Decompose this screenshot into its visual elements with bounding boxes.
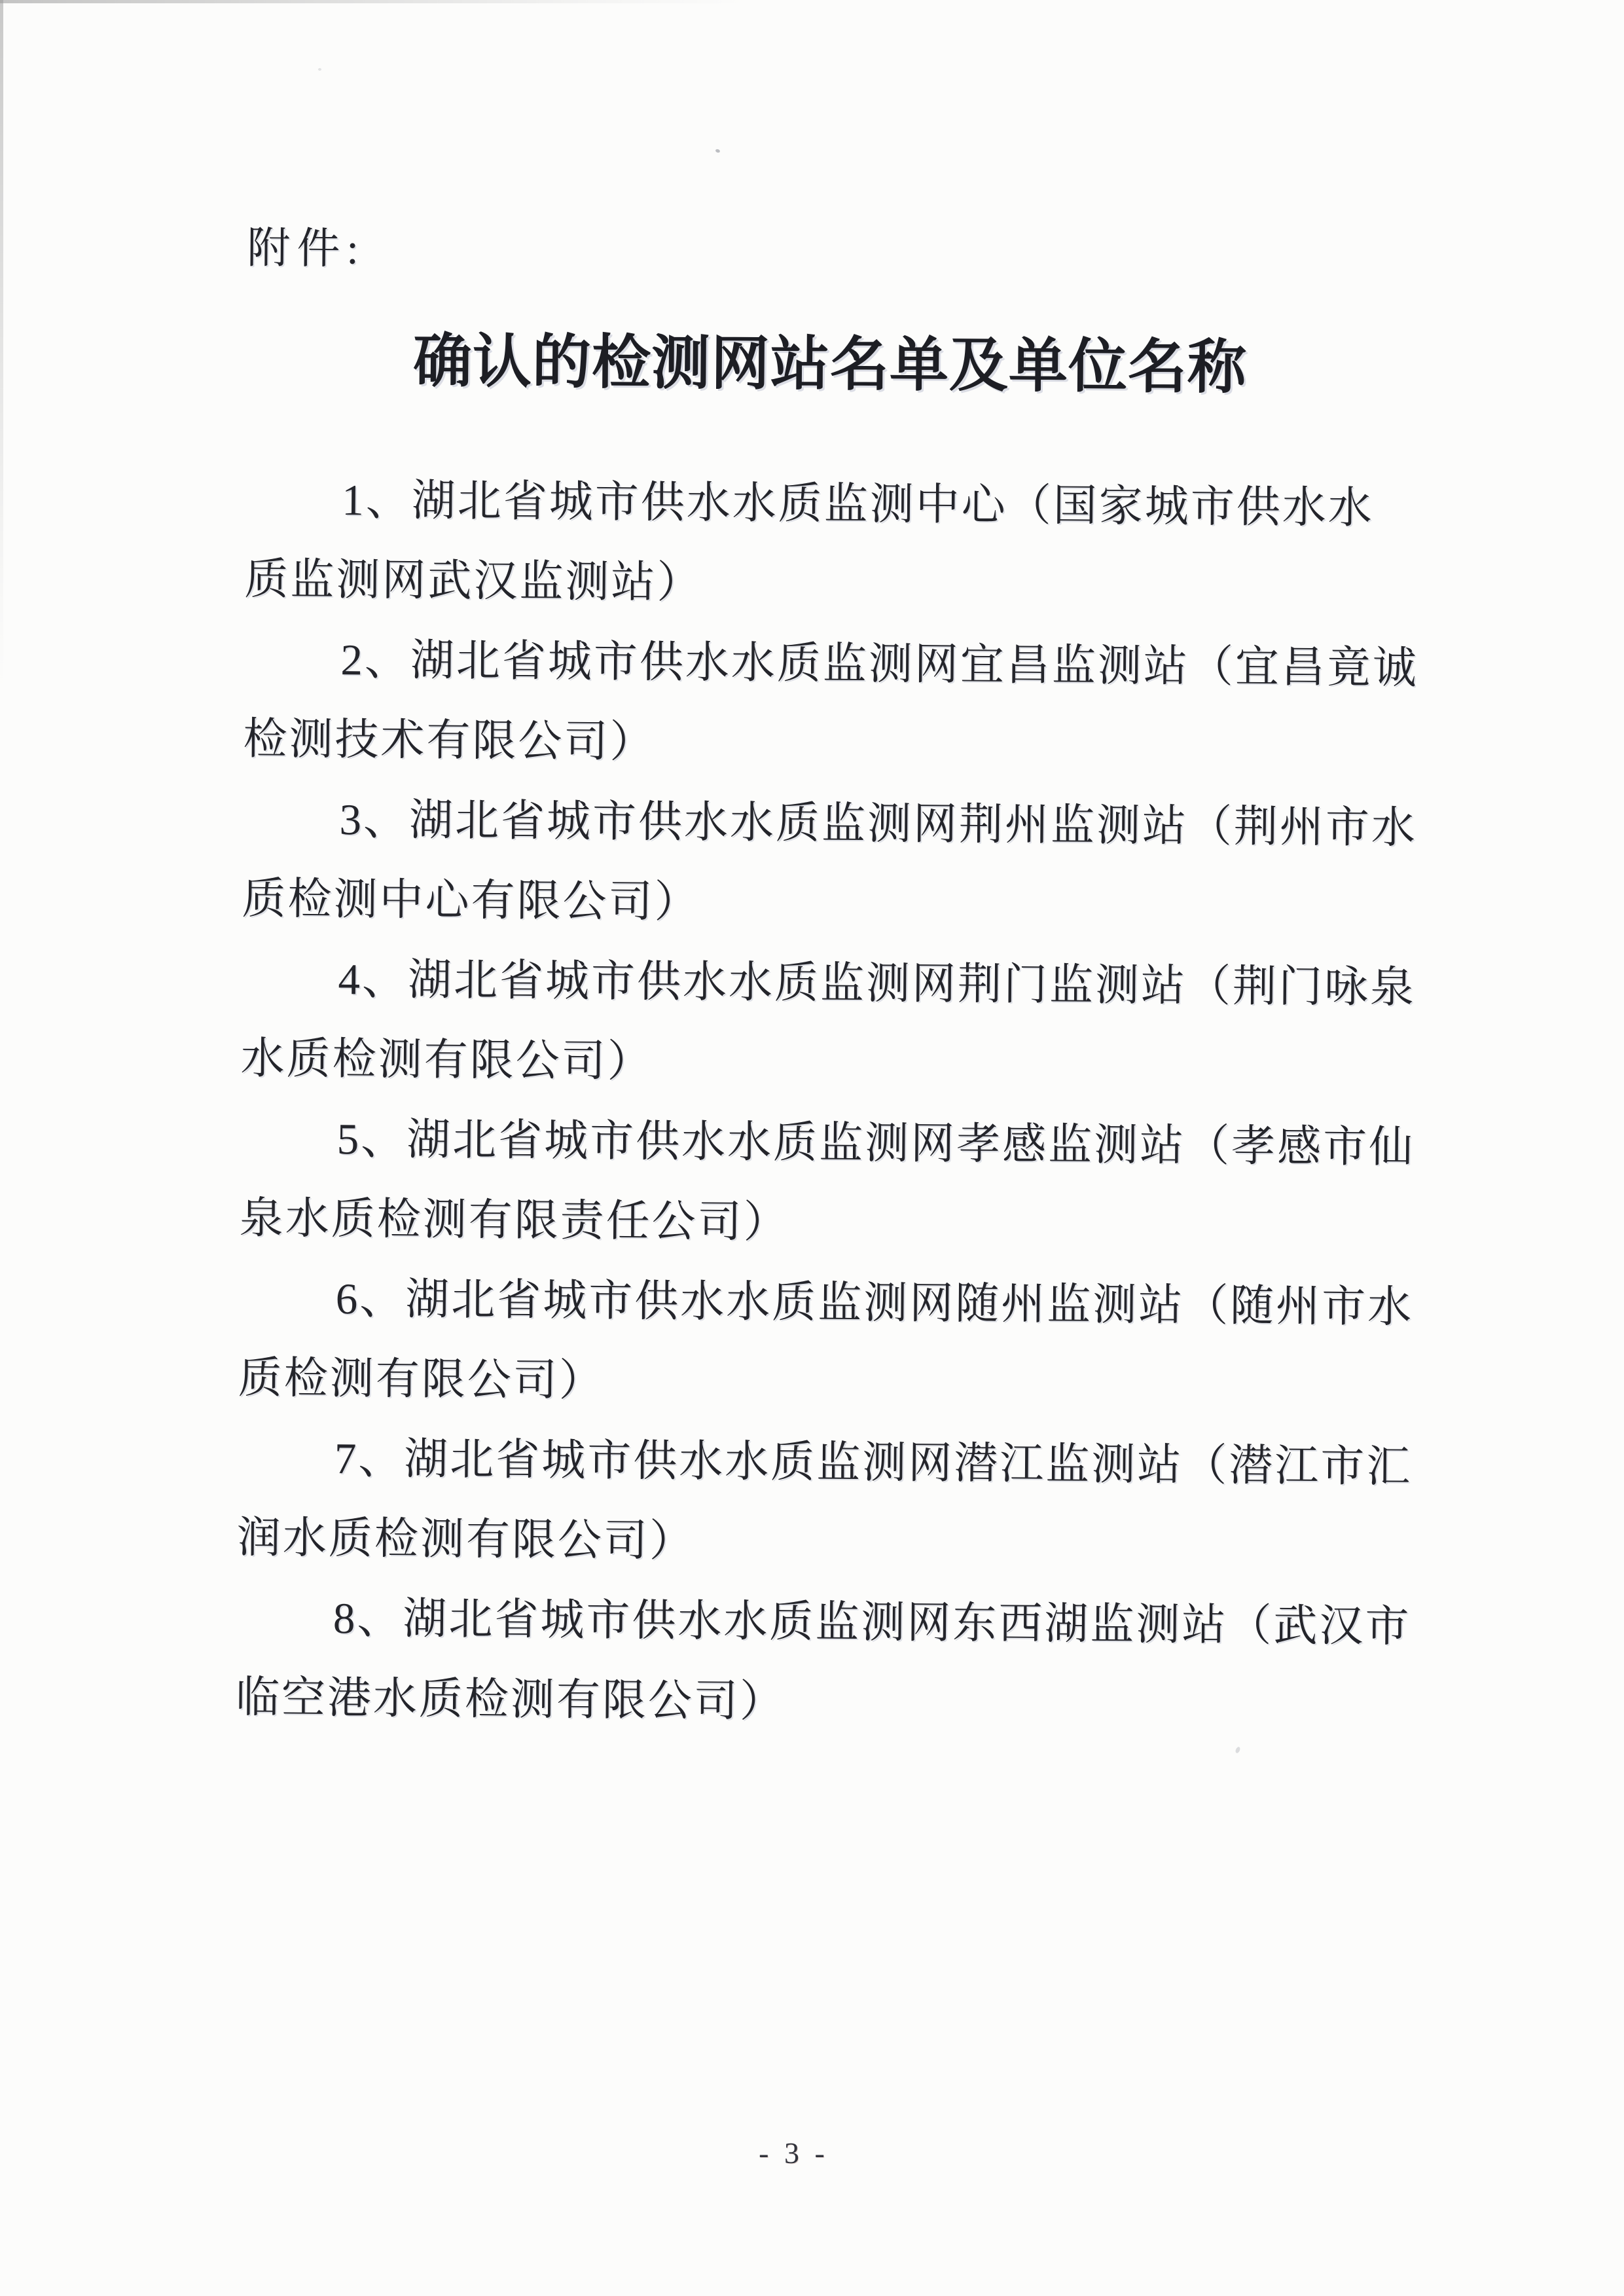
scan-edge-artifact	[0, 0, 747, 3]
list-item-line: 润水质检测有限公司）	[236, 1513, 696, 1566]
list-item	[239, 1099, 1415, 1267]
list-item-line: 7、湖北省城市供水水质监测网潜江监测站（潜江市汇	[334, 1434, 1413, 1491]
scan-speck	[318, 68, 321, 71]
list-item-line: 泉水质检测有限责任公司）	[239, 1194, 790, 1247]
list-item-line: 检测技术有限公司）	[243, 714, 656, 767]
page-title: 确认的检测网站名单及单位名称	[412, 329, 1248, 401]
list-item	[240, 939, 1416, 1108]
list-item	[242, 779, 1418, 948]
station-list	[235, 460, 1419, 1747]
list-item-line: 质检测中心有限公司）	[242, 874, 700, 927]
scan-speck	[1235, 1746, 1241, 1754]
attachment-label: 附件:	[247, 224, 366, 274]
list-item-line: 临空港水质检测有限公司）	[235, 1673, 786, 1726]
list-item-line: 质监测网武汉监测站）	[244, 555, 703, 608]
list-item	[244, 460, 1413, 629]
list-item-line: 5、湖北省城市供水水质监测网孝感监测站（孝感市仙	[336, 1115, 1415, 1172]
list-item-line: 6、湖北省城市供水水质监测网随州监测站（随州市水	[335, 1275, 1414, 1332]
list-item	[238, 1258, 1414, 1427]
list-item	[235, 1578, 1411, 1747]
list-item-line: 3、湖北省城市供水水质监测网荆州监测站（荆州市水	[339, 795, 1418, 852]
list-item-line: 2、湖北省城市供水水质监测网宜昌监测站（宜昌竟诚	[340, 636, 1419, 693]
list-item-line: 1、湖北省城市供水水质监测中心（国家城市供水水	[342, 476, 1375, 533]
list-item-line: 水质检测有限公司）	[240, 1034, 653, 1086]
scan-edge-artifact	[0, 0, 3, 689]
list-item-line: 4、湖北省城市供水水质监测网荆门监测站（荆门咏泉	[338, 955, 1416, 1012]
list-item-line: 质检测有限公司）	[238, 1353, 605, 1406]
list-item	[236, 1418, 1413, 1587]
page-number: - 3 -	[759, 2136, 829, 2170]
scan-speck	[715, 149, 720, 153]
list-item	[243, 619, 1419, 788]
list-item-line: 8、湖北省城市供水水质监测网东西湖监测站（武汉市	[333, 1594, 1411, 1651]
document-content	[235, 196, 1419, 1747]
